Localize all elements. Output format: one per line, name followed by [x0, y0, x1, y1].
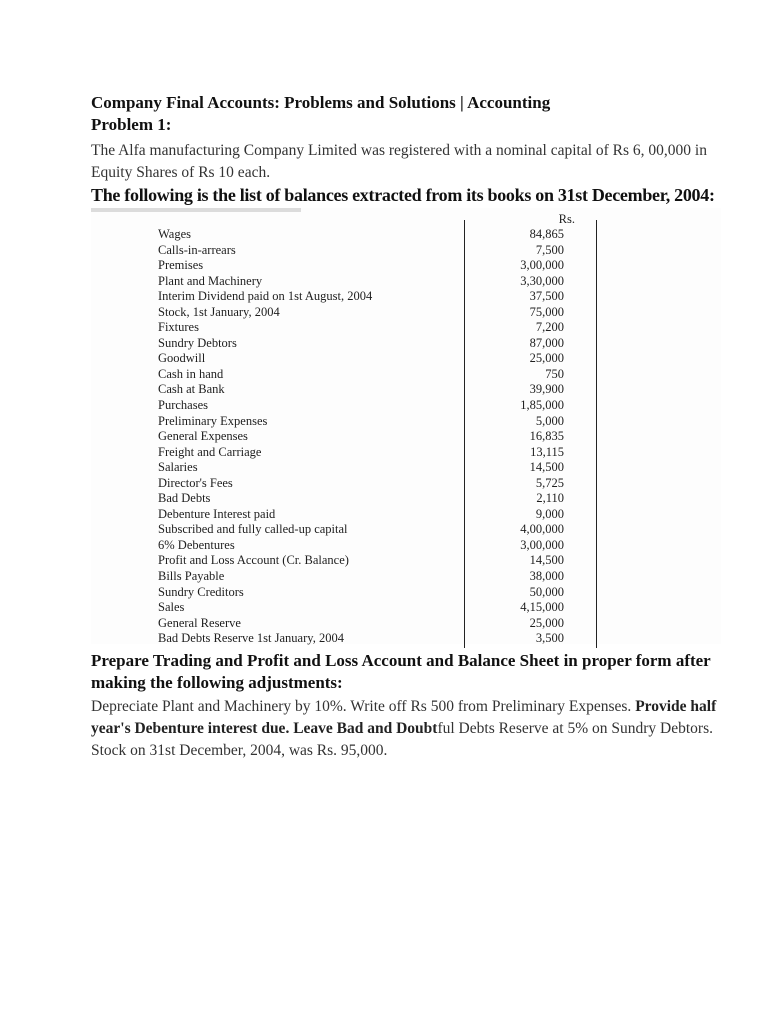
account-amount: 13,115	[530, 444, 564, 459]
account-amount: 75,000	[529, 304, 564, 319]
table-row	[158, 569, 588, 585]
account-amount: 2,110	[536, 491, 564, 506]
account-amount: 14,500	[529, 553, 564, 568]
account-name: Premises	[158, 258, 204, 273]
document-page	[91, 92, 721, 762]
table-row	[158, 414, 588, 430]
account-amount: 4,00,000	[520, 522, 564, 537]
account-name: Sundry Creditors	[158, 584, 244, 599]
adjustments-line-1: Depreciate Plant and Machinery by 10%. Write off Rs 500 from Preliminary Expenses.	[91, 698, 632, 715]
account-name: Goodwill	[158, 351, 206, 366]
account-amount: 16,835	[529, 429, 564, 444]
table-row	[158, 553, 588, 569]
account-name: Profit and Loss Account (Cr. Balance)	[158, 553, 349, 568]
account-amount: 37,500	[529, 289, 564, 304]
adjustments-rest: ful Debts Reserve at 5% on Sundry Debtors. Stock on 31st December, 2004, was Rs. 95,000.	[91, 720, 713, 759]
balance-rows	[158, 227, 588, 647]
table-row	[158, 398, 588, 414]
column-divider	[596, 220, 597, 648]
table-row	[158, 351, 588, 367]
table-row	[158, 243, 588, 259]
table-row	[158, 538, 588, 554]
table-row	[158, 227, 588, 243]
balances-heading: The following is the list of balances extracted from its books on 31st December, 2004:	[91, 185, 715, 205]
account-name: Purchases	[158, 398, 208, 413]
account-name: Subscribed and fully called-up capital	[158, 522, 348, 537]
account-name: Fixtures	[158, 320, 199, 335]
table-row	[158, 382, 588, 398]
account-amount: 7,200	[535, 320, 564, 335]
document-title: Company Final Accounts: Problems and Solutions | Accounting	[91, 93, 551, 112]
account-name: Bad Debts Reserve 1st January, 2004	[158, 631, 344, 646]
account-amount: 87,000	[529, 335, 564, 350]
account-name: Bad Debts	[158, 491, 211, 506]
table-row	[158, 460, 588, 476]
account-name: Plant and Machinery	[158, 273, 263, 288]
account-name: Stock, 1st January, 2004	[158, 304, 280, 319]
account-name: Interim Dividend paid on 1st August, 2004	[158, 289, 373, 304]
account-amount: 25,000	[529, 351, 564, 366]
account-name: General Reserve	[158, 615, 241, 630]
account-name: Preliminary Expenses	[158, 413, 268, 428]
account-amount: 1,85,000	[520, 398, 564, 413]
table-row	[158, 491, 588, 507]
account-amount: 50,000	[529, 584, 564, 599]
account-name: Bills Payable	[158, 569, 225, 584]
account-amount: 3,00,000	[520, 258, 564, 273]
account-amount: 38,000	[529, 569, 564, 584]
table-row	[158, 476, 588, 492]
table-row	[158, 367, 588, 383]
scan-artifact	[91, 208, 301, 212]
account-amount: 3,00,000	[520, 537, 564, 552]
currency-header: Rs.	[558, 212, 575, 226]
table-row	[158, 274, 588, 290]
table-row	[158, 445, 588, 461]
account-name: Sundry Debtors	[158, 335, 237, 350]
table-row	[158, 320, 588, 336]
prepare-heading: Prepare Trading and Profit and Loss Account and Balance Sheet in proper form after making the following adjustments:	[91, 651, 711, 692]
account-amount: 5,725	[535, 475, 564, 490]
account-name: Wages	[158, 227, 192, 241]
table-row	[158, 305, 588, 321]
account-name: Cash at Bank	[158, 382, 225, 397]
account-name: General Expenses	[158, 429, 248, 444]
account-amount: 4,15,000	[520, 600, 564, 615]
table-row	[158, 336, 588, 352]
table-row	[158, 616, 588, 632]
table-row	[158, 522, 588, 538]
account-name: Salaries	[158, 460, 198, 475]
account-amount: 39,900	[529, 382, 564, 397]
trial-balance-scan	[91, 208, 721, 644]
table-row	[158, 600, 588, 616]
problem-intro: The Alfa manufacturing Company Limited was registered with a nominal capital of Rs 6, 00,000 in Equity Shares of Rs 10 each.	[91, 142, 707, 181]
adjustments-text	[91, 696, 721, 762]
table-row	[158, 585, 588, 601]
table-row	[158, 258, 588, 274]
account-amount: 3,30,000	[520, 273, 564, 288]
account-name: Sales	[158, 600, 185, 615]
table-row	[158, 631, 588, 647]
account-name: Cash in hand	[158, 366, 224, 381]
account-amount: 84,865	[529, 227, 564, 241]
table-row	[158, 289, 588, 305]
account-amount: 5,000	[535, 413, 564, 428]
table-row	[158, 507, 588, 523]
problem-heading: Problem 1:	[91, 115, 172, 134]
account-amount: 14,500	[529, 460, 564, 475]
account-name: Calls-in-arrears	[158, 242, 236, 257]
account-name: Freight and Carriage	[158, 444, 262, 459]
account-amount: 9,000	[535, 506, 564, 521]
account-name: 6% Debentures	[158, 537, 235, 552]
account-name: Director's Fees	[158, 475, 233, 490]
account-amount: 7,500	[535, 242, 564, 257]
table-row	[158, 429, 588, 445]
account-name: Debenture Interest paid	[158, 506, 276, 521]
account-amount: 3,500	[535, 631, 564, 646]
account-amount: 25,000	[529, 615, 564, 630]
adjustments-bold: Provide half year's Debenture interest due. Leave Bad and Doubt	[91, 698, 717, 737]
account-amount: 750	[545, 366, 564, 381]
